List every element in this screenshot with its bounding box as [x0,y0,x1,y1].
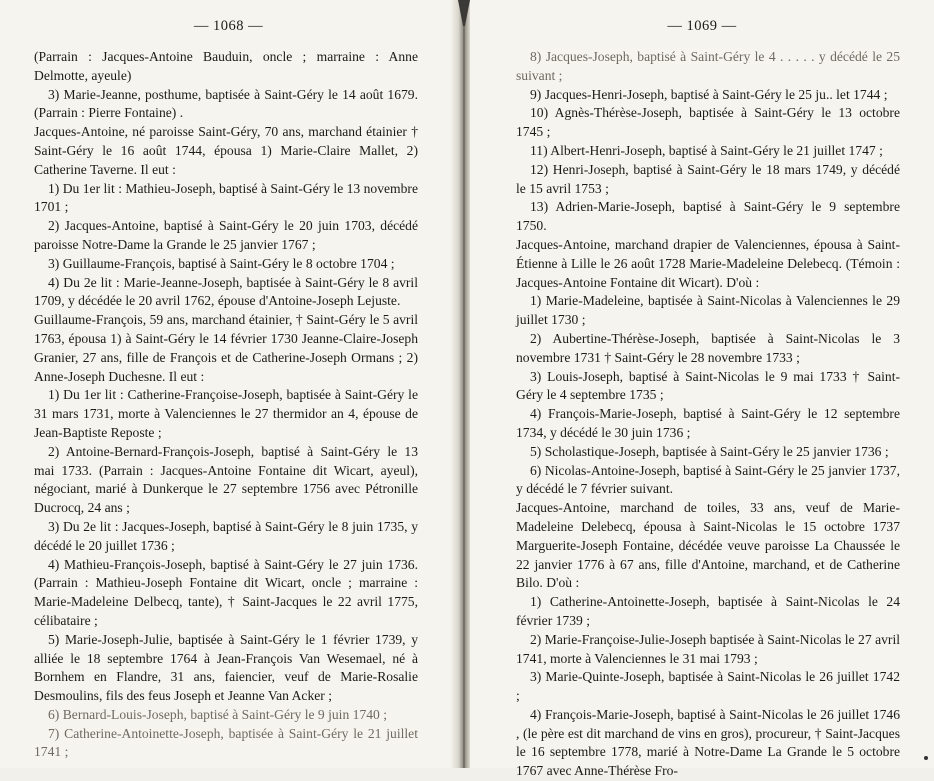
paragraph: 3) Du 2e lit : Jacques-Joseph, baptisé à Saint-Géry le 8 juin 1735, y décédé le 20 juillet 1736 ; [34,518,418,553]
paragraph: 1) Du 1er lit : Mathieu-Joseph, baptisé à Saint-Géry le 13 novembre 1701 ; [34,180,418,215]
paragraph: 3) Guillaume-François, baptisé à Saint-Géry le 8 octobre 1704 ; [48,255,395,271]
paragraph: Jacques-Antoine, marchand de toiles, 33 ans, veuf de Marie-Madeleine Delebecq, épousa à Saint-Nicolas le 15 octobre 1737 Marguerite-Joseph Fontaine, décédée veuve paroisse La Chaussée le 22 janvier 1776 à 67 ans, fille d'Antoine, marchand, et de Catherine Bilo. D'où : [516,500,900,591]
left-page-number: — 1068 — [193,18,264,34]
paragraph: 1) Marie-Madeleine, baptisée à Saint-Nicolas à Valenciennes le 29 juillet 1730 ; [516,293,900,328]
paragraph: 1) Catherine-Antoinette-Joseph, baptisée à Saint-Nicolas le 24 février 1739 ; [516,594,900,628]
paragraph: 4) François-Marie-Joseph, baptisé à Saint-Nicolas le 26 juillet 1746 , (le père est dit marchand de vins en gros), procureur, † Saint-Jacques le 16 septembre 1778, marié à Notre-Dame La Grande le 5 octobre 1767 avec Anne-Thérèse Fro- [516,706,900,779]
paragraph: Guillaume-François, 59 ans, marchand étainier, † Saint-Géry le 5 avril 1763, épousa 1) à Saint-Géry le 14 février 1730 Jeanne-Claire-Joseph Granier, 27 ans, fille de François et de Catherine-Joseph Ormans ; 2) Anne-Joseph Duchesne. Il eut : [34,312,418,384]
paragraph: 3) Marie-Quinte-Joseph, baptisée à Saint-Nicolas le 26 juillet 1742 ; [516,669,900,704]
paragraph: (Parrain : Jacques-Antoine Bauduin, oncle ; marraine : Anne Delmotte, ayeule) [34,49,418,83]
paragraph: 12) Henri-Joseph, baptisé à Saint-Géry le 18 mars 1749, y décédé le 15 avril 1753 ; [516,161,900,196]
right-page [470,0,934,779]
gutter-shadow [458,0,470,26]
paragraph: Jacques-Antoine, né paroisse Saint-Géry, 70 ans, marchand étainier † Saint-Géry le 16 août 1744, épousa 1) Marie-Claire Mallet, 2) Catherine Taverne. Il eut : [34,124,418,177]
ink-speck [924,756,928,760]
paragraph: 7) Catherine-Antoinette-Joseph, baptisée à Saint-Géry le 21 juillet 1741 ; [34,725,418,760]
paragraph: 3) Marie-Jeanne, posthume, baptisée à Saint-Géry le 14 août 1679. (Parrain : Pierre Fontaine) . [34,86,418,121]
paragraph: 1) Du 1er lit : Catherine-Françoise-Joseph, baptisée à Saint-Géry le 31 mars 1731, morte à Valenciennes le 27 thermidor an 4, épouse de Jean-Baptiste Reposte ; [34,387,418,440]
paragraph: 4) Du 2e lit : Marie-Jeanne-Joseph, baptisée à Saint-Géry le 8 avril 1709, y décédée le 20 avril 1762, épouse d'Antoine-Joseph Lejuste. [34,274,418,309]
paragraph: Jacques-Antoine, marchand drapier de Valenciennes, épousa à Saint-Étienne à Lille le 26 août 1728 Marie-Madeleine Delebecq. (Témoin : Jacques-Antoine Fontaine dit Wicart). D'où : [516,236,900,290]
paragraph: 6) Nicolas-Antoine-Joseph, baptisé à Saint-Géry le 25 janvier 1737, y décédé le 7 février suivant. [516,462,900,497]
paragraph: 2) Marie-Françoise-Julie-Joseph baptisée à Saint-Nicolas le 27 avril 1741, morte à Valenciennes le 31 mai 1793 ; [516,631,900,666]
paragraph: 2) Antoine-Bernard-François-Joseph, baptisé à Saint-Géry le 13 mai 1733. (Parrain : Jacques-Antoine Fontaine dit Wicart, ayeul), négociant, marié à Dunkerque le 27 septembre 1756 avec Pétronille Ducrocq, 24 ans ; [34,443,418,516]
paragraph: 10) Agnès-Thérèse-Joseph, baptisée à Saint-Géry le 13 octobre 1745 ; [516,105,900,140]
left-page [0,0,457,768]
paragraph: 4) François-Marie-Joseph, baptisé à Saint-Géry le 12 septembre 1734, y décédé le 30 juin 1736 ; [516,406,900,440]
paragraph: 13) Adrien-Marie-Joseph, baptisé à Saint-Géry le 9 septembre 1750. [516,199,900,234]
paragraph: 6) Bernard-Louis-Joseph, baptisé à Saint-Géry le 9 juin 1740 ; [48,706,388,722]
paragraph: 3) Louis-Joseph, baptisé à Saint-Nicolas le 9 mai 1733 † Saint-Géry le 4 septembre 1735 ; [516,368,900,403]
paragraph: 9) Jacques-Henri-Joseph, baptisé à Saint-Géry le 25 ju.. let 1744 ; [530,86,888,102]
paragraph: 2) Aubertine-Thérèse-Joseph, baptisée à Saint-Nicolas le 3 novembre 1731 † Saint-Géry le 28 novembre 1733 ; [516,330,900,365]
paragraph: 4) Mathieu-François-Joseph, baptisé à Saint-Géry le 27 juin 1736. (Parrain : Mathieu-Joseph Fontaine dit Wicart, oncle ; marraine : Marie-Madeleine Delbecq, tante), † Saint-Jacques le 22 avril 1775, célibataire ; [34,556,418,628]
paragraph: 8) Jacques-Joseph, baptisé à Saint-Géry le 4 . . . . . y décédé le 25 suivant ; [516,49,900,83]
paragraph: 5) Scholastique-Joseph, baptisée à Saint-Géry le 25 janvier 1736 ; [530,443,889,459]
paragraph: 5) Marie-Joseph-Julie, baptisée à Saint-Géry le 1 février 1739, y alliée le 18 septembre 1764 à Jean-François Van Wesemael, né à Bornhem en Flandre, 31 ans, faiencier, veuf de Marie-Rosalie Desmoulins, fils des feus Joseph et Jeanne Van Acker ; [34,631,418,704]
right-page-number: — 1069 — [667,18,737,34]
paragraph: 2) Jacques-Antoine, baptisé à Saint-Géry le 20 juin 1703, décédé paroisse Notre-Dame la Grande le 25 janvier 1767 ; [34,218,418,252]
right-page-body [516,48,900,781]
paragraph: 11) Albert-Henri-Joseph, baptisé à Saint-Géry le 21 juillet 1747 ; [530,142,883,158]
left-page-body [34,48,418,762]
